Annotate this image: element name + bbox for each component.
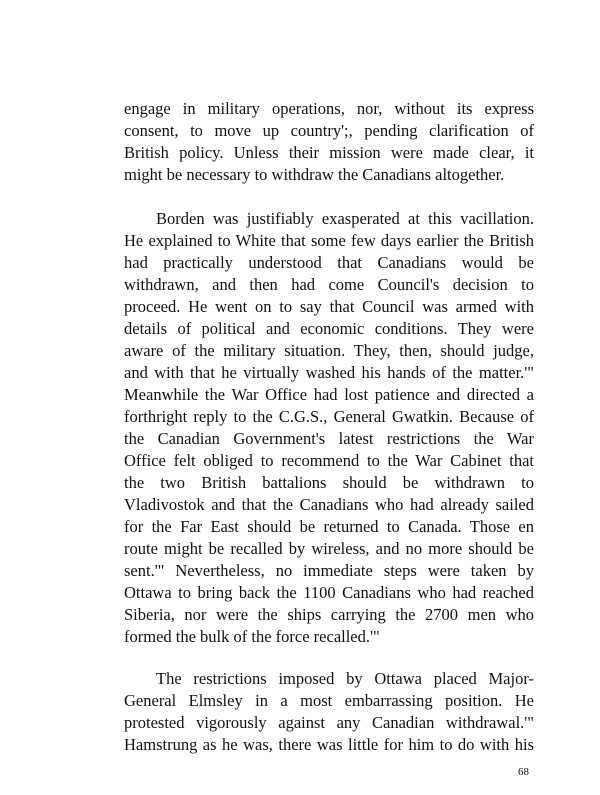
text-line: Hamstrung as he was, there was little for him to do with his — [124, 735, 534, 754]
text-line: and with that he virtually washed his hands of the matter.'" — [124, 363, 534, 382]
text-line: He explained to White that some few days earlier the British — [124, 231, 534, 250]
paragraph-1 — [124, 98, 534, 186]
text-line: sent.'" Nevertheless, no immediate steps were taken by — [124, 561, 534, 580]
text-line: Meanwhile the War Office had lost patience and directed a — [124, 385, 534, 404]
text-line: British policy. Unless their mission were made clear, it — [124, 143, 534, 162]
text-line: forthright reply to the C.G.S., General Gwatkin. Because of — [124, 407, 534, 426]
paragraph-2 — [124, 208, 534, 648]
text-line: proceed. He went on to say that Council was armed with — [124, 297, 534, 316]
text-line: General Elmsley in a most embarrassing position. He — [124, 691, 534, 710]
text-line: Siberia, nor were the ships carrying the 2700 men who — [124, 605, 534, 624]
text-line: details of political and economic conditions. They were — [124, 319, 534, 338]
text-line: route might be recalled by wireless, and no more should be — [124, 539, 534, 558]
text-line: engage in military operations, nor, without its express — [124, 99, 534, 118]
text-line: Office felt obliged to recommend to the War Cabinet that — [124, 451, 534, 470]
text-line: withdrawn, and then had come Council's decision to — [124, 275, 534, 294]
text-line: protested vigorously against any Canadian withdrawal.'" — [124, 713, 534, 732]
text-line: The restrictions imposed by Ottawa placed Major- — [156, 669, 534, 688]
page-number: 68 — [518, 766, 529, 778]
text-line: for the Far East should be returned to Canada. Those en — [124, 517, 534, 536]
text-line: consent, to move up country';, pending clarification of — [124, 121, 534, 140]
text-line: formed the bulk of the force recalled.'" — [124, 627, 380, 646]
text-line: might be necessary to withdraw the Canadians altogether. — [124, 165, 505, 184]
text-line: Borden was justifiably exasperated at this vacillation. — [156, 209, 534, 228]
paragraph-3 — [124, 668, 534, 756]
text-line: aware of the military situation. They, then, should judge, — [124, 341, 534, 360]
text-line: Vladivostok and that the Canadians who had already sailed — [124, 495, 534, 514]
text-line: the Canadian Government's latest restrictions the War — [124, 429, 534, 448]
text-line: the two British battalions should be withdrawn to — [124, 473, 534, 492]
text-line: had practically understood that Canadians would be — [124, 253, 534, 272]
text-line: Ottawa to bring back the 1100 Canadians who had reached — [124, 583, 534, 602]
